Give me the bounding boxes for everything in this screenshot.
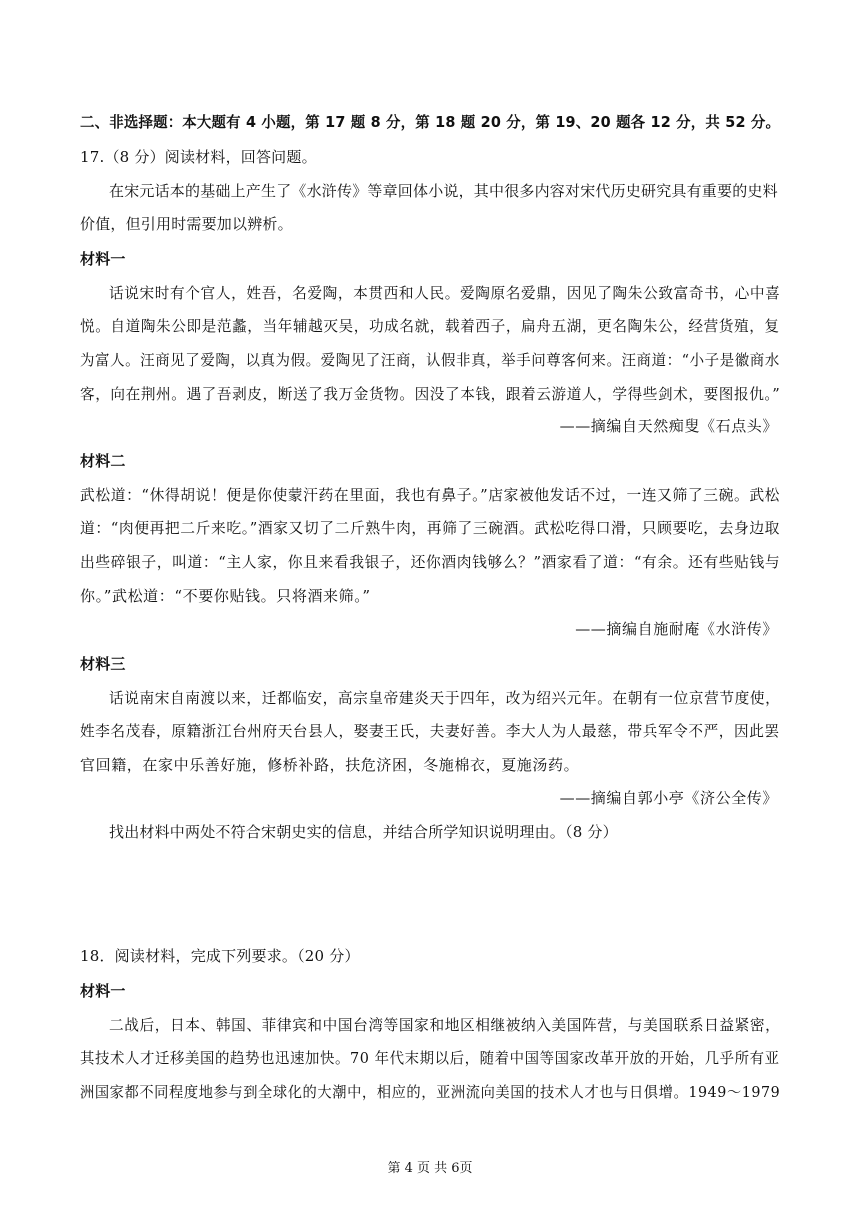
q17-material2-line: 武松道：“休得胡说！便是你使蒙汗药在里面，我也有鼻子。”店家被他发话不过，一连又筛了三碗。武松 (80, 486, 781, 504)
q18-prompt: 18．阅读材料，完成下列要求。（20 分） (80, 947, 360, 965)
q18-material1-line: 二战后，日本、韩国、菲律宾和中国台湾等国家和地区相继被纳入美国阵营，与美国联系日益紧密， (109, 1016, 781, 1034)
section-heading: 二、非选择题：本大题有 4 小题，第 17 题 8 分，第 18 题 20 分，第 19、20 题各 12 分，共 52 分。 (80, 113, 781, 131)
q17-prompt: 17.（8 分）阅读材料，回答问题。 (80, 148, 317, 166)
q17-material1-line: 为富人。汪商见了爱陶，以真为假。爱陶见了汪商，认假非真，举手问尊客何来。汪商道：“小子是徽商水 (80, 351, 780, 369)
q17-task: 找出材料中两处不符合宋朝史实的信息，并结合所学知识说明理由。（8 分） (109, 823, 618, 841)
q17-material2-line: 你。”武松道：“不要你贴钱。只将酒来筛。” (80, 587, 371, 605)
q17-intro-line: 价值，但引用时需要加以辨析。 (80, 215, 293, 233)
q17-material3-line: 话说南宋自南渡以来，迁都临安，高宗皇帝建炎天于四年，改为绍兴元年。在朝有一位京营节度使， (109, 689, 781, 707)
q18-material1-line: 其技术人才迁移美国的趋势也迅速加快。70 年代末期以后，随着中国等国家改革开放的开始，几乎所有亚 (80, 1049, 780, 1067)
q17-material2-line: 出些碎银子，叫道：“主人家，你且来看我银子，还你酒肉钱够么？”酒家看了道：“有余。还有些贴钱与 (80, 553, 781, 571)
q17-material3-title: 材料三 (80, 655, 126, 673)
q17-material2-line: 道：“肉便再把二斤来吃。”酒家又切了二斤熟牛肉，再筛了三碗酒。武松吃得口滑，只顾要吃，去身边取 (80, 519, 781, 537)
q17-material3-line: 官回籍，在家中乐善好施，修桥补路，扶危济困，冬施棉衣，夏施汤药。 (80, 756, 580, 774)
q17-material1-line: 客，向在荆州。遇了吾剥皮，断送了我万金货物。因没了本钱，跟着云游道人，学得些剑术，要图报仇。” (80, 385, 781, 403)
q17-material1-title: 材料一 (80, 250, 126, 268)
q17-material3-line: 姓李名茂春，原籍浙江台州府天台县人，娶妻王氏，夫妻好善。李大人为人最慈，带兵军令不严，因此罢 (80, 722, 780, 740)
q17-material1-source: ——摘编自天然痴叟《石点头》 (559, 417, 778, 435)
q17-material3-source: ——摘编自郭小亭《济公全传》 (559, 789, 778, 807)
q17-material1-line: 悦。自道陶朱公即是范蠡，当年辅越灭吴，功成名就，载着西子，扁舟五湖，更名陶朱公，经营货殖，复 (80, 317, 780, 335)
q17-material1-line: 话说宋时有个官人，姓吾，名爱陶，本贯西和人民。爱陶原名爱鼎，因见了陶朱公致富奇书，心中喜 (109, 284, 781, 302)
page-footer: 第 4 页 共 6页 (387, 1161, 473, 1176)
q18-material1-title: 材料一 (80, 982, 126, 1000)
q18-material1-line: 洲国家都不同程度地参与到全球化的大潮中，相应的，亚洲流向美国的技术人才也与日俱增。1949～1979 (80, 1083, 781, 1101)
q17-material2-title: 材料二 (80, 452, 126, 470)
q17-material2-source: ——摘编自施耐庵《水浒传》 (575, 620, 778, 638)
q17-intro-line: 在宋元话本的基础上产生了《水浒传》等章回体小说，其中很多内容对宋代历史研究具有重要的史料 (109, 182, 778, 200)
